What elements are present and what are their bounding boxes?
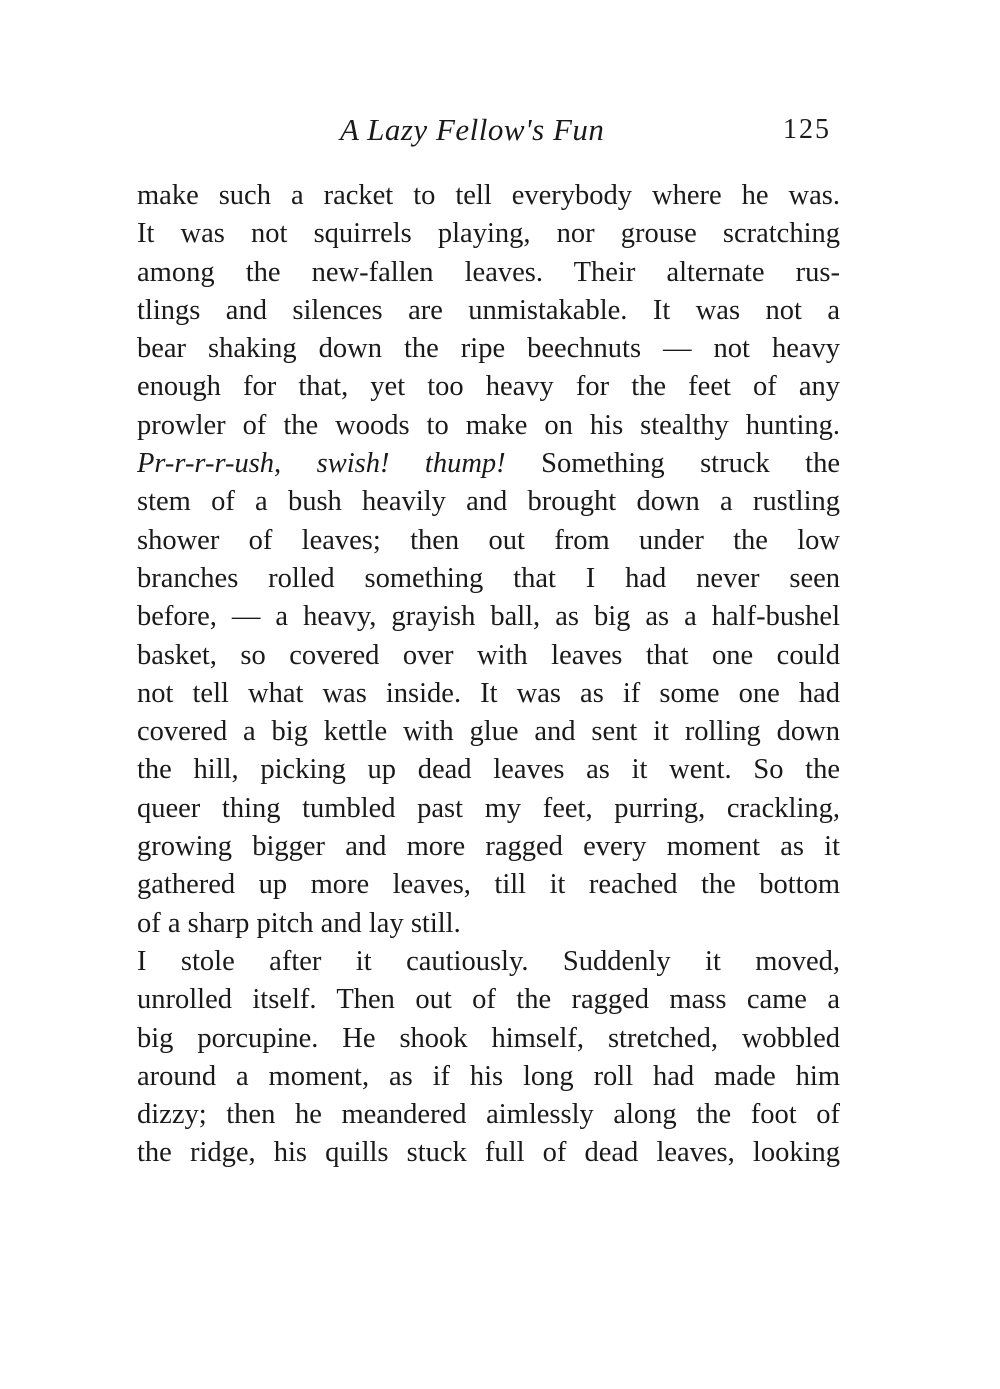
italic-sound-words: Pr-r-r-r-ush, swish! thump! <box>137 448 506 480</box>
page-number: 125 <box>783 114 831 145</box>
text-line: tlings and silences are unmistakable. It was not a <box>137 294 840 326</box>
text-line: shower of leaves; then out from under the low <box>137 524 840 556</box>
text-line: queer thing tumbled past my feet, purring, crackling, <box>137 792 840 824</box>
text-line: gathered up more leaves, till it reached the bottom <box>137 869 840 901</box>
text-line: growing bigger and more ragged every moment as it <box>137 831 840 863</box>
text-line: It was not squirrels playing, nor grouse scratching <box>137 218 840 250</box>
text-line: among the new-fallen leaves. Their alternate rus- <box>137 256 840 288</box>
text-line: dizzy; then he meandered aimlessly along the foot of <box>137 1099 840 1131</box>
text-line: prowler of the woods to make on his stealthy hunting. <box>137 409 840 441</box>
text-line: the hill, picking up dead leaves as it went. So the <box>137 754 840 786</box>
text-line: before, — a heavy, grayish ball, as big as a half-bushel <box>137 601 840 633</box>
running-title: A Lazy Fellow's Fun <box>340 112 605 147</box>
text-line: the ridge, his quills stuck full of dead leaves, looking <box>137 1137 840 1169</box>
text-line: of a sharp pitch and lay still. <box>137 907 461 939</box>
text-line-rest: Something struck the <box>541 448 840 480</box>
text-line: unrolled itself. Then out of the ragged mass came a <box>137 984 840 1016</box>
text-line: branches rolled something that I had never seen <box>137 562 840 594</box>
text-line: covered a big kettle with glue and sent it rolling down <box>137 716 840 748</box>
text-line: around a moment, as if his long roll had made him <box>137 1060 840 1092</box>
text-line: big porcupine. He shook himself, stretched, wobbled <box>137 1022 840 1054</box>
text-line: not tell what was inside. It was as if some one had <box>137 677 840 709</box>
paragraph-start-line: I stole after it cautiously. Suddenly it moved, <box>137 945 840 977</box>
body-text <box>137 177 840 1173</box>
text-line: bear shaking down the ripe beechnuts — not heavy <box>137 333 840 365</box>
text-line-with-sound <box>137 445 840 483</box>
text-line: basket, so covered over with leaves that one could <box>137 639 840 671</box>
running-head <box>0 112 1000 152</box>
text-line: stem of a bush heavily and brought down a rustling <box>137 486 840 518</box>
text-line: make such a racket to tell everybody where he was. <box>137 180 840 211</box>
text-line: enough for that, yet too heavy for the feet of any <box>137 371 840 403</box>
